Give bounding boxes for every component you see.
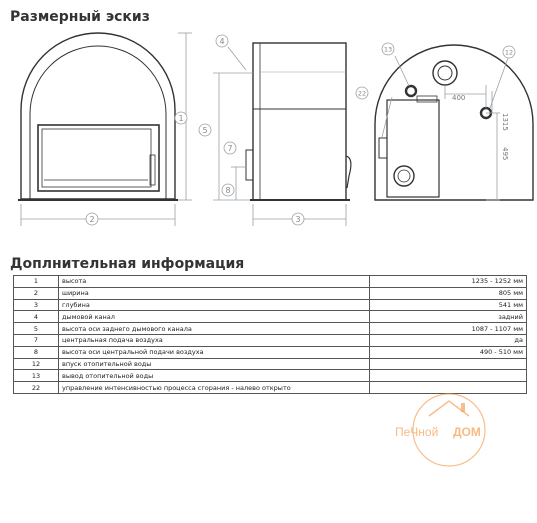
spec-row — [14, 334, 527, 346]
rear-dims — [382, 56, 508, 200]
callout-12 — [503, 46, 515, 58]
spec-cell-name: высота оси центральной подачи воздуха — [59, 346, 370, 358]
spec-row — [14, 346, 527, 358]
spec-cell-value: 1235 - 1252 мм — [370, 276, 527, 288]
spec-cell-name: дымовой канал — [59, 311, 370, 323]
spec-cell-name: центральная подача воздуха — [59, 334, 370, 346]
spec-cell-num: 22 — [14, 382, 59, 394]
callout-1 — [175, 112, 187, 124]
spec-cell-name: ширина — [59, 287, 370, 299]
spec-cell-value: задний — [370, 311, 527, 323]
svg-text:12: 12 — [504, 48, 514, 57]
spec-cell-num: 7 — [14, 334, 59, 346]
callout-8 — [222, 184, 234, 196]
svg-text:5: 5 — [202, 126, 208, 135]
svg-text:1: 1 — [178, 114, 184, 123]
watermark-text-right: ДОМ — [453, 425, 481, 439]
svg-text:22: 22 — [357, 89, 367, 98]
spec-cell-value — [370, 358, 527, 370]
spec-cell-num: 13 — [14, 370, 59, 382]
spec-cell-num: 2 — [14, 287, 59, 299]
info-heading: Доплнительная информация — [10, 256, 245, 272]
spec-cell-name: глубина — [59, 299, 370, 311]
svg-text:2: 2 — [89, 215, 95, 224]
side-view — [246, 43, 351, 200]
spec-cell-value: да — [370, 334, 527, 346]
spec-cell-name: вывод отопительной воды — [59, 370, 370, 382]
spec-cell-value: 541 мм — [370, 299, 527, 311]
spec-cell-num: 4 — [14, 311, 59, 323]
spec-cell-num: 1 — [14, 276, 59, 288]
svg-text:8: 8 — [225, 186, 231, 195]
spec-cell-value — [370, 370, 527, 382]
spec-row — [14, 311, 527, 323]
callout-13 — [382, 43, 394, 55]
spec-cell-value: 490 - 510 мм — [370, 346, 527, 358]
shop-logo-watermark — [393, 390, 503, 470]
spec-cell-num: 5 — [14, 323, 59, 335]
spec-table — [13, 275, 527, 394]
spec-cell-value: 805 мм — [370, 287, 527, 299]
spec-cell-name: управление интенсивностью процесса сгорания - налево открыто — [59, 382, 370, 394]
spec-row — [14, 323, 527, 335]
spec-row — [14, 287, 527, 299]
dim-400: 400 — [452, 94, 466, 102]
dimension-sketch — [0, 28, 537, 240]
spec-cell-num: 3 — [14, 299, 59, 311]
spec-row — [14, 370, 527, 382]
front-view — [18, 33, 178, 200]
callout-4 — [216, 35, 228, 47]
spec-row — [14, 299, 527, 311]
watermark-text-left: ПеЧной — [395, 425, 439, 439]
spec-cell-num: 12 — [14, 358, 59, 370]
svg-text:4: 4 — [219, 37, 225, 46]
dim-495: 495 — [501, 147, 509, 161]
spec-cell-value: 1087 - 1107 мм — [370, 323, 527, 335]
spec-row — [14, 358, 527, 370]
spec-cell-name: высота — [59, 276, 370, 288]
callout-2 — [86, 213, 98, 225]
spec-cell-name: высота оси заднего дымового канала — [59, 323, 370, 335]
dim-1315: 1315 — [501, 113, 509, 131]
svg-text:7: 7 — [227, 144, 233, 153]
spec-cell-name: впуск отопительной воды — [59, 358, 370, 370]
callout-5 — [199, 124, 211, 136]
sketch-heading: Размерный эскиз — [10, 9, 150, 25]
svg-text:3: 3 — [295, 215, 301, 224]
svg-text:13: 13 — [383, 45, 393, 54]
callout-7 — [224, 142, 236, 154]
spec-row — [14, 276, 527, 288]
callout-3 — [292, 213, 304, 225]
spec-cell-num: 8 — [14, 346, 59, 358]
callout-22 — [356, 87, 368, 99]
